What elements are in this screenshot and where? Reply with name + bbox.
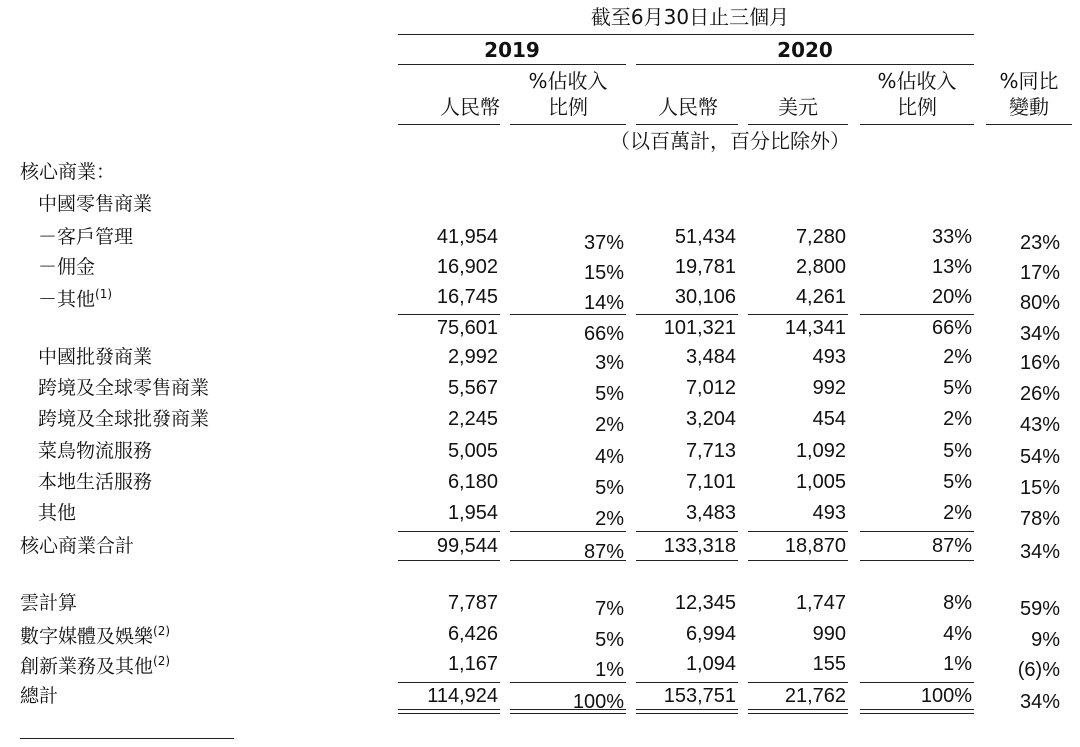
section-core-commerce: 核心商業： (20, 161, 116, 183)
col-pct-2020-line1: %佔收入 (877, 69, 957, 93)
cell-pct-2020: 13% (931, 256, 972, 278)
cell-rmb-2020: 1,094 (685, 653, 736, 675)
cell-pct-2019: 2% (595, 414, 624, 436)
row-label: 數字媒體及娛樂$^{(2)}$ (20, 624, 171, 648)
row-label: －其他$^{(1)}$ (38, 287, 113, 311)
cell-usd-2020: 1,005 (795, 471, 846, 493)
cell-pct-2020: 2% (943, 346, 972, 368)
cell-pct-2019: 14% (583, 292, 624, 314)
cell-yoy: 59% (1019, 598, 1060, 620)
cell-usd-2020: 990 (812, 623, 846, 645)
unit-note: （以百萬計，百分比除外） (610, 129, 850, 153)
cell-pct-2020: 2% (943, 502, 972, 524)
year-2020-rule (636, 64, 974, 65)
cell-usd-2020: 7,280 (795, 226, 846, 248)
cell-yoy: 78% (1019, 508, 1060, 530)
cell-rmb-2019: 1,167 (447, 653, 498, 675)
cell-rmb-2019: 41,954 (436, 226, 498, 248)
cell-rmb-2020: 3,483 (685, 502, 736, 524)
cell-pct-2019: 66% (583, 323, 624, 345)
row-label: －客戶管理 (38, 226, 134, 248)
col-pct-2019-line2: 比例 (548, 95, 588, 119)
cell-rmb-2019: 7,787 (447, 592, 498, 614)
cell-yoy: 16% (1019, 352, 1060, 374)
cell-pct-2019: 2% (595, 508, 624, 530)
cell-usd-2020: 1,747 (795, 592, 846, 614)
cell-yoy: 17% (1019, 262, 1060, 284)
core-total-rule (860, 531, 974, 532)
cell-rmb-2020: 51,434 (674, 226, 736, 248)
row-label: 中國批發商業 (38, 346, 153, 368)
col-pct-2019-rule (510, 124, 626, 125)
col-pct-2019-line1: %佔收入 (528, 69, 608, 93)
cell-pct-2020: 66% (931, 317, 972, 339)
col-pct-2020-line2: 比例 (897, 95, 937, 119)
cell-usd-2020: 155 (812, 653, 846, 675)
subtotal-rule (510, 314, 626, 315)
core-total-rule (510, 531, 626, 532)
grand-total-double-rule (636, 709, 738, 714)
cell-yoy: 54% (1019, 446, 1060, 468)
cell-pct-2020: 5% (943, 471, 972, 493)
col-rmb-2019-rule (398, 124, 500, 125)
cell-rmb-2020: 19,781 (674, 256, 736, 278)
cell-pct-2020: 100% (920, 685, 972, 707)
cell-rmb-2020: 6,994 (685, 623, 736, 645)
cell-yoy: 34% (1019, 323, 1060, 345)
cell-rmb-2020: 133,318 (663, 535, 736, 557)
cell-yoy: 9% (1031, 629, 1060, 651)
cell-usd-2020: 493 (812, 346, 846, 368)
cell-rmb-2020: 7,713 (685, 440, 736, 462)
year-2019-rule (398, 64, 626, 65)
cell-yoy: 43% (1019, 414, 1060, 436)
core-total-bottom-rule (636, 560, 738, 561)
subtotal-rule (748, 314, 848, 315)
core-total-bottom-rule (860, 560, 974, 561)
year-2019-heading: 2019 (484, 38, 540, 62)
cell-rmb-2020: 153,751 (663, 685, 736, 707)
cell-usd-2020: 14,341 (784, 317, 846, 339)
section-china-retail: 中國零售商業 (38, 193, 153, 215)
row-label: －佣金 (38, 256, 96, 278)
core-total-bottom-rule (398, 560, 500, 561)
period-heading: 截至6月30日止三個月 (590, 5, 790, 29)
cell-yoy: 23% (1019, 232, 1060, 254)
row-label: 總計 (20, 685, 59, 707)
cell-pct-2020: 2% (943, 408, 972, 430)
grand-total-top-rule (636, 682, 738, 683)
cell-rmb-2020: 7,012 (685, 377, 736, 399)
core-total-rule (636, 531, 738, 532)
cell-rmb-2019: 5,567 (447, 377, 498, 399)
cell-pct-2019: 5% (595, 629, 624, 651)
cell-pct-2020: 5% (943, 377, 972, 399)
col-usd-2020-rule (748, 124, 848, 125)
row-label: 核心商業合計 (20, 535, 135, 557)
cell-rmb-2019: 6,180 (447, 471, 498, 493)
cell-pct-2020: 33% (931, 226, 972, 248)
cell-pct-2019: 1% (595, 659, 624, 681)
cell-usd-2020: 992 (812, 377, 846, 399)
cell-pct-2019: 3% (595, 352, 624, 374)
cell-pct-2020: 87% (931, 535, 972, 557)
grand-total-double-rule (398, 709, 500, 714)
grand-total-top-rule (510, 682, 626, 683)
cell-usd-2020: 493 (812, 502, 846, 524)
cell-pct-2020: 20% (931, 286, 972, 308)
footnote-marker: (2) (153, 624, 171, 638)
subtotal-rule (860, 314, 974, 315)
cell-usd-2020: 21,762 (784, 685, 846, 707)
subtotal-rule (636, 314, 738, 315)
cell-pct-2019: 5% (595, 383, 624, 405)
cell-rmb-2019: 6,426 (447, 623, 498, 645)
row-label: 跨境及全球零售商業 (38, 377, 210, 399)
year-2020-heading: 2020 (777, 38, 833, 62)
cell-usd-2020: 18,870 (784, 535, 846, 557)
cell-yoy: 80% (1019, 292, 1060, 314)
cell-rmb-2019: 16,902 (436, 256, 498, 278)
row-label: 菜鳥物流服務 (38, 440, 153, 462)
grand-total-top-rule (398, 682, 500, 683)
cell-yoy: 34% (1019, 691, 1060, 713)
cell-rmb-2019: 99,544 (436, 535, 498, 557)
row-label: 其他 (38, 502, 77, 524)
row-label: 雲計算 (20, 592, 78, 614)
cell-pct-2020: 8% (943, 592, 972, 614)
cell-usd-2020: 454 (812, 408, 846, 430)
cell-rmb-2019: 16,745 (436, 286, 498, 308)
cell-rmb-2019: 75,601 (436, 317, 498, 339)
col-usd-2020: 美元 (778, 95, 818, 119)
row-label: 本地生活服務 (38, 471, 153, 493)
cell-rmb-2020: 12,345 (674, 592, 736, 614)
core-total-rule (398, 531, 500, 532)
cell-yoy: 15% (1019, 477, 1060, 499)
cell-rmb-2019: 5,005 (447, 440, 498, 462)
cell-pct-2019: 15% (583, 262, 624, 284)
cell-rmb-2020: 3,204 (685, 408, 736, 430)
cell-pct-2020: 4% (943, 623, 972, 645)
core-total-bottom-rule (510, 560, 626, 561)
cell-rmb-2020: 101,321 (663, 317, 736, 339)
cell-pct-2020: 1% (943, 653, 972, 675)
cell-pct-2020: 5% (943, 440, 972, 462)
cell-yoy: 34% (1019, 541, 1060, 563)
cell-rmb-2019: 2,245 (447, 408, 498, 430)
col-rmb-2019: 人民幣 (440, 95, 500, 119)
footnote-marker: (1) (95, 287, 113, 301)
cell-rmb-2019: 2,992 (447, 346, 498, 368)
subtotal-rule (398, 314, 500, 315)
footnote-marker: (2) (153, 654, 171, 668)
row-label: 創新業務及其他$^{(2)}$ (20, 654, 171, 678)
cell-yoy: 26% (1019, 383, 1060, 405)
col-rmb-2020-rule (636, 124, 738, 125)
cell-rmb-2020: 3,484 (685, 346, 736, 368)
cell-pct-2019: 87% (583, 541, 624, 563)
grand-total-top-rule (748, 682, 848, 683)
col-yoy-line1: %同比 (999, 69, 1059, 93)
cell-pct-2019: 4% (595, 446, 624, 468)
grand-total-double-rule (510, 709, 626, 714)
cell-usd-2020: 4,261 (795, 286, 846, 308)
cell-usd-2020: 1,092 (795, 440, 846, 462)
cell-pct-2019: 5% (595, 477, 624, 499)
cell-rmb-2019: 1,954 (447, 502, 498, 524)
grand-total-double-rule (748, 709, 848, 714)
cell-rmb-2019: 114,924 (427, 685, 498, 707)
col-yoy-rule (986, 124, 1072, 125)
grand-total-double-rule (860, 709, 974, 714)
cell-yoy: (6)% (1017, 659, 1060, 681)
cell-pct-2019: 100% (572, 691, 624, 713)
col-pct-2020-rule (860, 124, 974, 125)
col-rmb-2020: 人民幣 (658, 95, 718, 119)
col-yoy-line2: 變動 (1009, 95, 1049, 119)
cell-usd-2020: 2,800 (795, 256, 846, 278)
core-total-rule (748, 531, 848, 532)
period-rule (398, 34, 974, 35)
cell-pct-2019: 37% (583, 232, 624, 254)
cell-pct-2019: 7% (595, 598, 624, 620)
cell-rmb-2020: 7,101 (685, 471, 736, 493)
cell-rmb-2020: 30,106 (674, 286, 736, 308)
footnote-rule (20, 738, 234, 739)
core-total-bottom-rule (748, 560, 848, 561)
grand-total-top-rule (860, 682, 974, 683)
row-label: 跨境及全球批發商業 (38, 408, 210, 430)
